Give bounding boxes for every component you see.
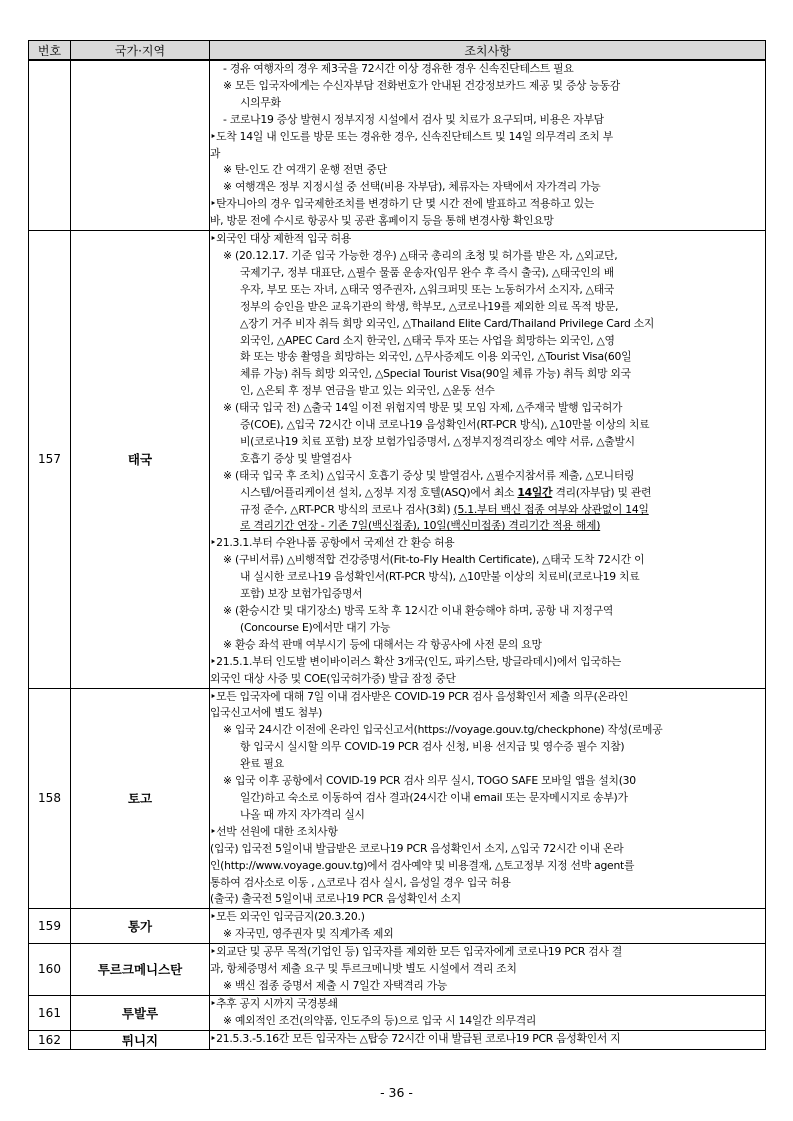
measure-line — [210, 689, 765, 706]
header-number: 번호 — [29, 41, 71, 61]
row-number: 158 — [29, 688, 71, 909]
line-text: - 코로나19 증상 발현시 정부지정 시설에서 검사 및 치료가 요구되며, 비용은 자부담 — [223, 112, 604, 126]
line-text: 규정 준수, △RT-PCR 방식의 코로나 검사(3회) — [240, 502, 454, 516]
table-row — [29, 1030, 766, 1049]
measure-line — [210, 1031, 765, 1048]
line-text: 외국인 대상 사증 및 COE(입국허가증) 발급 잠정 중단 — [210, 671, 456, 685]
measure-line — [210, 146, 765, 163]
country-name: 토고 — [71, 688, 210, 909]
country-name: 투발루 — [71, 995, 210, 1030]
line-text: (입국) 입국전 5일이내 발급받은 코로나19 PCR 음성확인서 소지, △입국 72시간 이내 온라 — [210, 841, 624, 855]
measure-line — [210, 773, 765, 790]
line-text: ‣모든 입국자에 대해 7일 이내 검사받은 COVID-19 PCR 검사 음성확인서 제출 의무(온라인 — [210, 689, 629, 703]
line-text: 입국신고서에 별도 첨부) — [210, 706, 323, 720]
country-name — [71, 60, 210, 231]
measure-line — [210, 739, 765, 756]
line-text: 호흡기 증상 및 발열검사 — [240, 451, 352, 465]
line-text: ※ 모든 입국자에게는 수신자부담 전화번호가 안내된 건강정보카드 제공 및 증상 능동감 — [223, 78, 620, 92]
country-name: 투르크메니스탄 — [71, 944, 210, 996]
measure-line — [210, 179, 765, 196]
table-row — [29, 688, 766, 909]
line-text: ‣외교단 및 공무 목적(기업인 등) 입국자를 제외한 모든 입국자에게 코로나19 PCR 검사 결 — [210, 945, 623, 959]
measure-line — [210, 468, 765, 485]
row-number — [29, 60, 71, 231]
line-text: 과 — [210, 146, 221, 160]
measure-line — [210, 535, 765, 552]
measures-cell — [210, 909, 766, 944]
measure-line — [210, 722, 765, 739]
line-text: ‣모든 외국인 입국금지(20.3.20.) — [210, 910, 365, 924]
table-row — [29, 995, 766, 1030]
measure-line — [210, 620, 765, 637]
line-text: 내 실시한 코로나19 음성확인서(RT-PCR 방식), △10만불 이상의 치료비(코로나19 치료 — [240, 570, 640, 584]
table-row — [29, 60, 766, 231]
measure-line — [210, 807, 765, 824]
measure-line — [210, 248, 765, 265]
measure-line — [210, 417, 765, 434]
measure-line — [210, 299, 765, 316]
highlighted-text: 14일간 — [517, 485, 553, 499]
line-text: 정부의 승인을 받은 교육기관의 학생, 학부모, △코로나19를 제외한 의료 목적 방문, — [240, 299, 619, 313]
line-text: ‣탄자니아의 경우 입국제한조치를 변경하기 단 몇 시간 전에 발표하고 적용하고 있는 — [210, 197, 595, 211]
line-text: (출국) 출국전 5일이내 코로나19 PCR 음성확인서 소지 — [210, 892, 461, 906]
measure-line — [210, 671, 765, 688]
measure-line — [210, 129, 765, 146]
underlined-text: 로 격리기간 연장 - 기존 7일(백신접종), 10일(백신미접종) 격리기간 적용 해제) — [240, 519, 601, 533]
measure-line — [210, 282, 765, 299]
measure-line — [210, 841, 765, 858]
measure-line — [210, 891, 765, 908]
country-name: 튀니지 — [71, 1030, 210, 1049]
row-number: 159 — [29, 909, 71, 944]
measure-line — [210, 756, 765, 773]
measure-line — [210, 978, 765, 995]
table-row — [29, 944, 766, 996]
table-header-row — [29, 41, 766, 61]
measure-line — [210, 603, 765, 620]
table-body — [29, 60, 766, 1049]
line-text: 완료 필요 — [240, 757, 284, 771]
line-text: 시스템/어플리케이션 설치, △정부 지정 호텔(ASQ)에서 최소 — [240, 485, 518, 499]
measure-line — [210, 705, 765, 722]
country-name: 태국 — [71, 231, 210, 688]
measure-line — [210, 586, 765, 603]
line-text: 과, 항체증명서 제출 요구 및 투르크메니밧 별도 시설에서 격리 조치 — [210, 962, 517, 976]
measures-cell — [210, 1030, 766, 1049]
measure-line — [210, 95, 765, 112]
line-text: △장기 거주 비자 취득 희망 외국인, △Thailand Elite Card/Thailand Privilege Card 소지 — [240, 316, 655, 330]
measure-line — [210, 552, 765, 569]
line-text: 화 또는 방송 촬영을 희망하는 외국인, △무사증제도 이용 외국인, △Tourist Visa(60일 — [240, 350, 632, 364]
line-text: 체류 가능) 취득 희망 외국인, △Special Tourist Visa(90일 체류 가능) 취득 희망 외국 — [240, 367, 631, 381]
measures-table — [28, 40, 766, 1050]
measure-line — [210, 824, 765, 841]
line-text: (Concourse E)에서만 대기 가능 — [240, 620, 391, 634]
table-row — [29, 909, 766, 944]
row-number: 157 — [29, 231, 71, 688]
measure-line — [210, 909, 765, 926]
line-text: 항 입국시 실시할 의무 COVID-19 PCR 검사 신청, 비용 선지급 및 영수증 필수 지참) — [240, 740, 625, 754]
measure-line — [210, 858, 765, 875]
line-text: ※ (태국 입국 후 조치) △입국시 호흡기 증상 및 발열검사, △필수지참서류 제출, △모니터링 — [223, 468, 635, 482]
measure-line — [210, 569, 765, 586]
line-text: ‣추후 공지 시까지 국경봉쇄 — [210, 996, 338, 1010]
measure-line — [210, 518, 765, 535]
line-text: ‣선박 선원에 대한 조치사항 — [210, 824, 338, 838]
measure-line — [210, 196, 765, 213]
measure-line — [210, 265, 765, 282]
line-text: ※ 입국 이후 공항에서 COVID-19 PCR 검사 의무 실시, TOGO SAFE 모바일 앱을 설치(30 — [223, 774, 636, 788]
measure-line — [210, 961, 765, 978]
measures-cell — [210, 944, 766, 996]
line-text: 포함) 보장 보험가입증명서 — [240, 587, 363, 601]
line-text: 우자, 부모 또는 자녀, △태국 영주권자, △워크퍼밋 또는 노동허가서 소지자, △태국 — [240, 282, 615, 296]
line-text: 비(코로나19 치료 포함) 보장 보험가입증명서, △정부지정격리장소 예약 서류, △출발시 — [240, 434, 635, 448]
measure-line — [210, 996, 765, 1013]
line-text: ※ 여행객은 정부 지정시설 중 선택(비용 자부담), 체류자는 자택에서 자가격리 가능 — [223, 180, 601, 194]
line-text: ※ (20.12.17. 기준 입국 가능한 경우) △태국 총리의 초청 및 허가를 받은 자, △외교단, — [223, 248, 618, 262]
line-text: ‣외국인 대상 제한적 입국 허용 — [210, 232, 352, 246]
line-text: ※ 예외적인 조건(의약품, 인도주의 등)으로 입국 시 14일간 의무격리 — [223, 1013, 537, 1027]
measure-line — [210, 502, 765, 519]
measure-line — [210, 231, 765, 248]
measures-cell — [210, 688, 766, 909]
line-text: - 경유 여행자의 경우 제3국을 72시간 이상 경유한 경우 신속진단테스트 필요 — [223, 62, 574, 75]
line-text: ‣21.3.1.부터 수완나품 공항에서 국제선 간 환승 허용 — [210, 536, 455, 550]
line-text: 나올 때 까지 자가격리 실시 — [240, 807, 365, 821]
measure-line — [210, 790, 765, 807]
table-row — [29, 231, 766, 688]
measure-line — [210, 383, 765, 400]
line-text: ※ 자국민, 영주권자 및 직계가족 제외 — [223, 927, 394, 941]
line-text: ※ 환승 좌석 판매 여부시기 등에 대해서는 각 항공사에 사전 문의 요망 — [223, 637, 542, 651]
measure-line — [210, 316, 765, 333]
underlined-text: (5.1.부터 백신 접종 여부와 상관없이 14일 — [453, 502, 649, 516]
header-measures: 조치사항 — [210, 41, 766, 61]
measure-line — [210, 1013, 765, 1030]
measures-cell — [210, 231, 766, 688]
line-text: ※ 백신 접종 증명서 제출 시 7일간 자택격리 가능 — [223, 978, 448, 992]
measure-line — [210, 400, 765, 417]
page-number: - 36 - — [380, 1085, 413, 1100]
line-text: 증(COE), △입국 72시간 이내 코로나19 음성확인서(RT-PCR 방식), △10만불 이상의 치료 — [240, 418, 650, 432]
measure-line — [210, 875, 765, 892]
line-text: ‣21.5.3.-5.16간 모든 입국자는 △탑승 72시간 이내 발급된 코로나19 PCR 음성확인서 지 — [210, 1032, 621, 1046]
measures-cell — [210, 995, 766, 1030]
measures-cell — [210, 60, 766, 231]
measure-line — [210, 112, 765, 129]
line-text: 인, △은퇴 후 정부 연금을 받고 있는 외국인, △운동 선수 — [240, 384, 495, 398]
line-text: 격리(자부담) 및 관련 — [552, 485, 652, 499]
line-text: ※ (태국 입국 전) △출국 14일 이전 위험지역 방문 및 모임 자제, △주재국 발행 입국허가 — [223, 401, 623, 415]
measure-line — [210, 366, 765, 383]
measure-line — [210, 333, 765, 350]
country-name: 통가 — [71, 909, 210, 944]
line-text: 일간)하고 숙소로 이동하여 검사 결과(24시간 이내 email 또는 문자메시지로 송부)가 — [240, 790, 628, 804]
line-text: 인(http://www.voyage.gouv.tg)에서 검사예약 및 비용결재, △토고정부 지정 선박 agent를 — [210, 858, 635, 872]
measure-line — [210, 926, 765, 943]
line-text: 바, 방문 전에 수시로 항공사 및 공관 홈페이지 등을 통해 변경사항 확인요망 — [210, 214, 554, 228]
line-text: 시의무화 — [240, 95, 281, 109]
measure-line — [210, 349, 765, 366]
line-text: ※ 입국 24시간 이전에 온라인 입국신고서(https://voyage.gouv.tg/checkphone) 작성(로메공 — [223, 723, 663, 737]
row-number: 162 — [29, 1030, 71, 1049]
measure-line — [210, 944, 765, 961]
line-text: ‣21.5.1.부터 인도발 변이바이러스 확산 3개국(인도, 파키스탄, 방글라데시)에서 입국하는 — [210, 654, 622, 668]
line-text: ※ 탄-인도 간 여객기 운행 전면 중단 — [223, 163, 387, 177]
line-text: ‣도착 14일 내 인도를 방문 또는 경유한 경우, 신속진단테스트 및 14일 의무격리 조치 부 — [210, 129, 613, 143]
measure-line — [210, 61, 765, 78]
measure-line — [210, 213, 765, 230]
measure-line — [210, 485, 765, 502]
header-country: 국가·지역 — [71, 41, 210, 61]
measure-line — [210, 78, 765, 95]
line-text: ※ (구비서류) △비행적합 건강증명서(Fit-to-Fly Health Certificate), △태국 도착 72시간 이 — [223, 553, 645, 567]
measure-line — [210, 451, 765, 468]
measure-line — [210, 637, 765, 654]
measure-line — [210, 654, 765, 671]
row-number: 160 — [29, 944, 71, 996]
measure-line — [210, 162, 765, 179]
measure-line — [210, 434, 765, 451]
line-text: 국제기구, 정부 대표단, △필수 물품 운송자(임무 완수 후 즉시 출국), △태국인의 배 — [240, 265, 614, 279]
line-text: ※ (환승시간 및 대기장소) 방콕 도착 후 12시간 이내 환승해야 하며, 공항 내 지정구역 — [223, 604, 614, 617]
row-number: 161 — [29, 995, 71, 1030]
line-text: 외국인, △APEC Card 소지 한국인, △태국 투자 또는 사업을 희망하는 외국인, △영 — [240, 333, 615, 347]
line-text: 통하여 검사소로 이동 , △코로나 검사 실시, 음성일 경우 입국 허용 — [210, 875, 511, 889]
